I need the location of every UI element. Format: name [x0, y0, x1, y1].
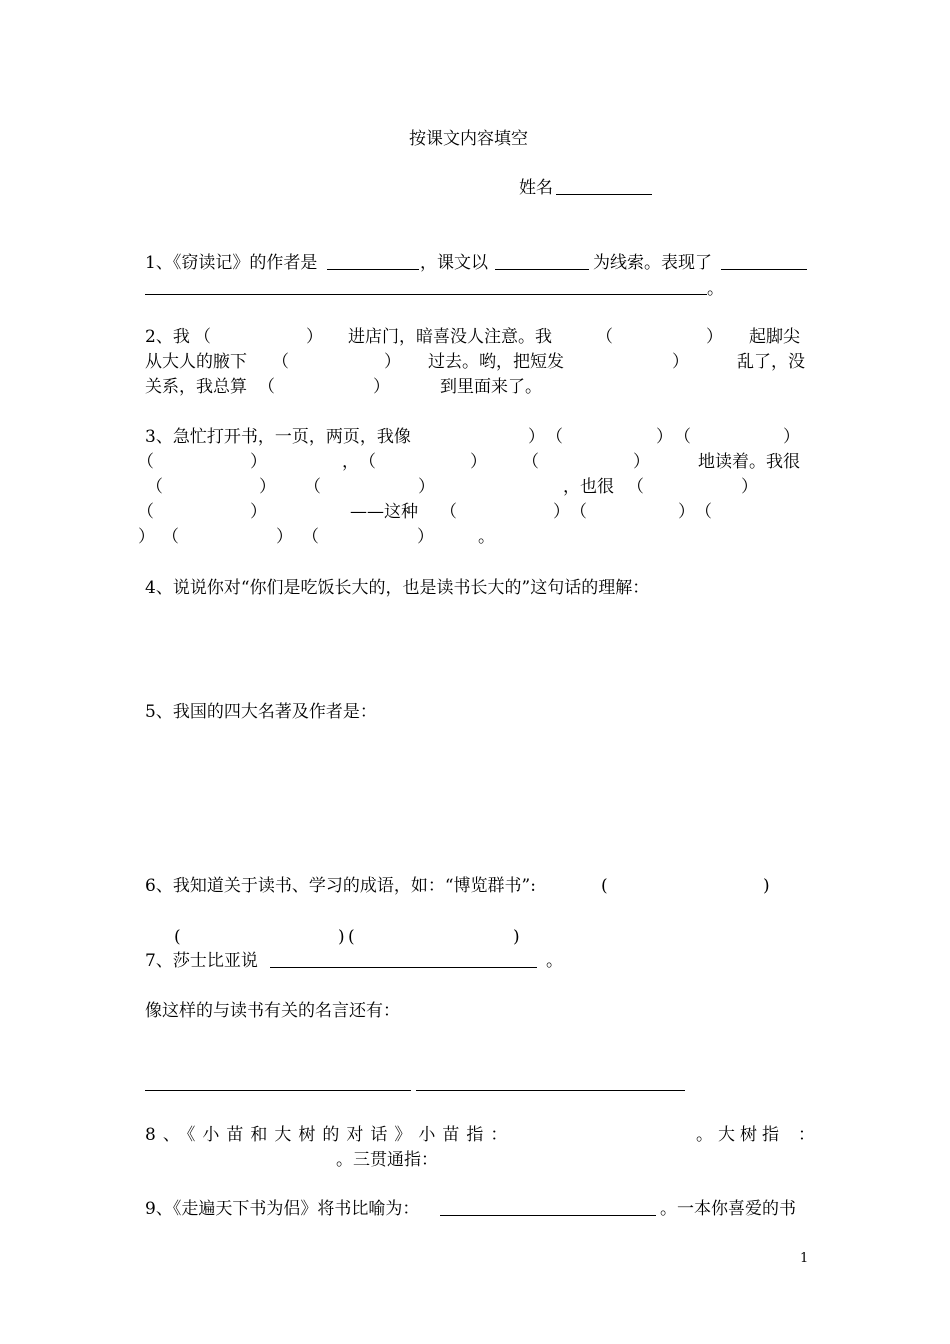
q3-l5a: 。: [478, 527, 495, 547]
q2-l1c: 起脚尖: [749, 327, 800, 347]
q3-paren-close: ）: [276, 527, 293, 547]
q2-l2b: 过去。哟，把短发: [428, 352, 564, 372]
q7b-blank-2[interactable]: [416, 1090, 685, 1091]
q2-paren-open: （: [272, 352, 289, 372]
q1-blank-clue[interactable]: [495, 269, 589, 270]
q1-text-b: ，课文以: [420, 253, 488, 273]
q3-paren-close: ）: [470, 452, 487, 472]
q7-text: 7、莎士比亚说: [145, 951, 258, 971]
q6-paren-open: (: [601, 876, 608, 896]
q8-colon: ：: [798, 1125, 815, 1145]
q3-paren-open: （: [440, 502, 457, 522]
q3-paren-open: （: [137, 452, 154, 472]
name-label: 姓名: [519, 178, 553, 198]
q1-blank-theme[interactable]: [721, 269, 807, 270]
q5-text: 5、我国的四大名著及作者是：: [145, 702, 377, 722]
name-blank[interactable]: [556, 194, 652, 195]
q3-paren-open: （: [570, 502, 587, 522]
q7-blank-quote[interactable]: [270, 967, 537, 968]
q3-l3a: ，也很: [563, 477, 614, 497]
q1-text-a: 1、《窃读记》的作者是: [145, 253, 318, 273]
q4-text: 4、说说你对“你们是吃饭长大的，也是读书长大的”这句话的理解：: [145, 578, 650, 598]
q7b-blank-1[interactable]: [145, 1090, 411, 1091]
q6-paren-close: ): [513, 927, 520, 947]
page-title: 按课文内容填空: [409, 129, 528, 149]
q3-paren-open: （: [146, 477, 163, 497]
q3-paren-open: （: [546, 427, 563, 447]
q3-paren-close: ）: [783, 427, 800, 447]
q3-paren-open: （: [137, 502, 154, 522]
q8-text-b: 。大树指: [696, 1125, 784, 1145]
q9-text-a: 9、《走遍天下书为侣》将书比喻为：: [145, 1199, 420, 1219]
q2-paren-close: ）: [306, 327, 323, 347]
page-number: 1: [800, 1251, 809, 1266]
q1-blank-theme-cont[interactable]: [145, 294, 707, 295]
q3-paren-open: （: [522, 452, 539, 472]
q3-paren-open: （: [359, 452, 376, 472]
q3-paren-close: ）: [633, 452, 650, 472]
q8-line2: 。三贯通指：: [336, 1150, 438, 1170]
q3-paren-close: ）: [250, 452, 267, 472]
q3-l1: 3、急忙打开书，一页，两页，我像: [145, 427, 411, 447]
q3-paren-close: ）: [418, 477, 435, 497]
q6-paren-close: ): [763, 876, 770, 896]
q2-paren-open: （: [194, 327, 211, 347]
q2-l1a: 2、我: [145, 327, 190, 347]
q3-paren-close: ）: [138, 527, 155, 547]
q2-l2c: 乱了，没: [737, 352, 805, 372]
q2-paren-close: ）: [384, 352, 401, 372]
q3-paren-open: （: [304, 477, 321, 497]
q2-paren-close: ）: [706, 327, 723, 347]
q3-l4a: ——这种: [350, 502, 418, 522]
q6-paren-open: (: [174, 927, 181, 947]
q3-paren-open: （: [302, 527, 319, 547]
q3-paren-close: ）: [553, 502, 570, 522]
q3-l2b: 地读着。我很: [698, 452, 800, 472]
q3-paren-open: （: [627, 477, 644, 497]
q2-l1b: 进店门，暗喜没人注意。我: [348, 327, 552, 347]
q3-paren-open: （: [674, 427, 691, 447]
q3-paren-close: ）: [656, 427, 673, 447]
q3-paren-close: ）: [528, 427, 545, 447]
q8-text-a: 8、《小苗和大树的对话》小苗指：: [145, 1125, 515, 1145]
q3-paren-open: （: [695, 502, 712, 522]
q6-paren-close: ): [338, 927, 345, 947]
q3-paren-open: （: [162, 527, 179, 547]
q3-paren-close: ）: [678, 502, 695, 522]
q2-l2a: 从大人的腋下: [145, 352, 247, 372]
q9-text-b: 。一本你喜爱的书: [660, 1199, 796, 1219]
q2-paren-open: （: [596, 327, 613, 347]
q2-paren-close: ）: [373, 377, 390, 397]
q3-paren-close: ）: [417, 527, 434, 547]
q7-end: 。: [546, 951, 563, 971]
q2-paren-close: ）: [672, 352, 689, 372]
q3-paren-close: ）: [259, 477, 276, 497]
q3-l2a: ，: [342, 452, 359, 472]
q2-l3a: 关系，我总算: [145, 377, 247, 397]
q1-blank-author[interactable]: [327, 269, 419, 270]
q2-l3b: 到里面来了。: [440, 377, 542, 397]
q2-paren-open: （: [258, 377, 275, 397]
q9-blank-metaphor[interactable]: [440, 1215, 656, 1216]
q6-text: 6、我知道关于读书、学习的成语，如：“博览群书”:: [145, 876, 536, 896]
q7b-text: 像这样的与读书有关的名言还有：: [145, 1001, 400, 1021]
q6-paren-open: (: [348, 927, 355, 947]
q3-paren-close: ）: [741, 477, 758, 497]
q1-text-c: 为线索。表现了: [593, 253, 712, 273]
q1-end: 。: [707, 279, 724, 299]
q3-paren-close: ）: [250, 502, 267, 522]
